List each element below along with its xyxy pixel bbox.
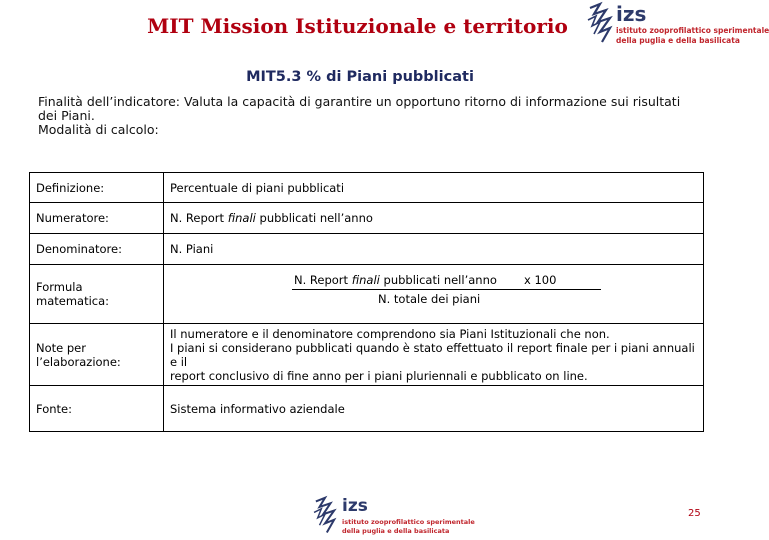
note-value [164,324,704,386]
formula-multiplier: x 100 [524,273,557,287]
denominatore-value: N. Piani [164,234,704,265]
note-line-2: I piani si considerano pubblicati quando è stato effettuato il report finale per i piani annuali e il [170,340,695,369]
formula-num-post: pubblicati nell’anno [379,273,497,287]
row-note [30,324,704,386]
fonte-value: Sistema informativo aziendale [164,386,704,432]
row-definizione [30,173,704,203]
note-line-3: report conclusivo di fine anno per i piani pluriennali e pubblicato on line. [170,368,588,383]
izs-footer-logo-mark-icon [312,496,338,538]
formula-fraction [164,265,703,323]
logo-name: izs [616,2,647,26]
numeratore-pre: N. Report [170,211,228,225]
note-label-line-1: Note per [36,340,86,355]
row-numeratore [30,203,704,234]
logo-tagline-2: della puglia e della basilicata [616,36,740,45]
footer-logo-tagline-1: istituto zooprofilattico sperimentale [342,518,475,526]
numeratore-label: Numeratore: [30,203,164,234]
indicator-description [38,95,698,137]
note-label [30,324,164,386]
formula-label: Formula matematica: [30,265,164,324]
footer-logo-tagline-2: della puglia e della basilicata [342,527,450,535]
footer-logo-name: izs [342,496,368,516]
indicator-title: MIT5.3 % di Piani pubblicati [246,69,474,85]
page-title: MIT Mission Istituzionale e territorio [147,14,568,38]
numeratore-value [164,203,704,234]
formula-numerator [294,273,497,287]
modalita-text: Modalità di calcolo: [38,122,159,137]
row-denominatore [30,234,704,265]
fraction-line [292,289,601,290]
numeratore-italic: finali [227,211,256,225]
izs-logo [586,2,769,52]
row-formula [30,265,704,324]
note-label-line-2: l’elaborazione: [36,354,121,369]
formula-denominator: N. totale dei piani [378,292,481,306]
row-fonte [30,386,704,432]
formula-num-pre: N. Report [294,273,352,287]
indicator-table [29,172,704,432]
definizione-label: Definizione: [30,173,164,203]
denominatore-label: Denominatore: [30,234,164,265]
formula-num-italic: finali [351,273,380,287]
note-line-1: Il numeratore e il denominatore comprendono sia Piani Istituzionali che non. [170,326,610,341]
izs-footer-logo [312,496,475,540]
izs-logo-mark-icon [586,2,614,48]
page-number: 25 [688,508,701,519]
logo-tagline-1: istituto zooprofilattico sperimentale [616,26,769,35]
finalita-text: Finalità dell’indicatore: Valuta la capacità di garantire un opportuno ritorno di informazione sui risultati dei Piani. [38,94,681,123]
numeratore-post: pubblicati nell’anno [255,211,373,225]
definizione-value: Percentuale di piani pubblicati [164,173,704,203]
fonte-label: Fonte: [30,386,164,432]
formula-cell [164,265,704,324]
